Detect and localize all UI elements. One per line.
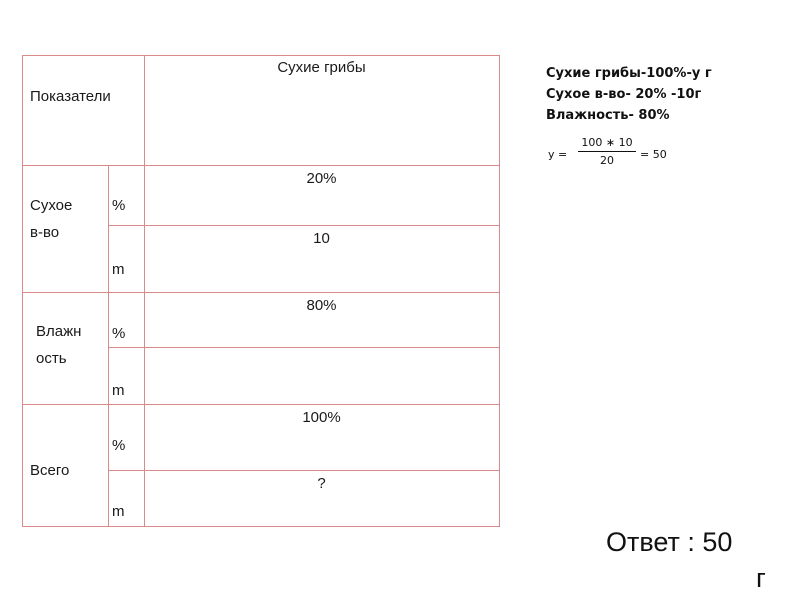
note-line: Влажность- 80% <box>546 108 670 123</box>
unit-mass: m <box>112 261 125 278</box>
fraction-bar <box>578 151 636 152</box>
unit-percent: % <box>112 197 126 214</box>
table-divider <box>22 404 500 405</box>
unit-percent: % <box>112 325 126 342</box>
table-divider <box>108 347 500 348</box>
header-product: Сухие грибы <box>277 59 366 76</box>
unit-percent: % <box>112 437 126 454</box>
group-label-line: Влажн <box>36 323 82 340</box>
formula-rhs: = 50 <box>640 148 667 161</box>
table-border-top <box>22 55 500 56</box>
formula-lhs: y = <box>548 148 568 161</box>
header-indicator: Показатели <box>30 88 111 105</box>
value-mass: 10 <box>313 230 330 247</box>
unit-mass: m <box>112 503 125 520</box>
value-percent: 80% <box>306 297 337 314</box>
formula-denominator: 20 <box>600 154 614 167</box>
value-mass: ? <box>317 475 326 492</box>
answer-line: Ответ : 50 <box>606 527 733 557</box>
table-divider <box>108 165 109 527</box>
note-line: Сухое в-во- 20% -10г <box>546 87 702 102</box>
group-label-line: Сухое <box>30 197 73 214</box>
table-border-bottom <box>22 526 500 527</box>
table-divider <box>144 55 145 527</box>
value-percent: 20% <box>306 170 337 187</box>
answer-unit: г <box>756 563 766 593</box>
table-border-right <box>499 55 500 527</box>
table-divider <box>22 292 500 293</box>
answer <box>606 524 776 596</box>
data-table <box>22 55 500 527</box>
table-divider <box>108 225 500 226</box>
table-divider <box>108 470 500 471</box>
unit-mass: m <box>112 382 125 399</box>
note-line: Сухие грибы-100%-y г <box>546 66 712 81</box>
table-divider <box>22 165 500 166</box>
group-label-line: ость <box>36 350 67 367</box>
formula-fraction <box>578 136 636 168</box>
group-label-line: в-во <box>30 224 60 241</box>
table-border-left <box>22 55 23 527</box>
formula <box>548 136 728 174</box>
formula-numerator: 100 ∗ 10 <box>581 136 633 149</box>
solution-notes <box>546 63 712 126</box>
group-label-line: Всего <box>30 462 70 479</box>
value-percent: 100% <box>302 409 341 426</box>
